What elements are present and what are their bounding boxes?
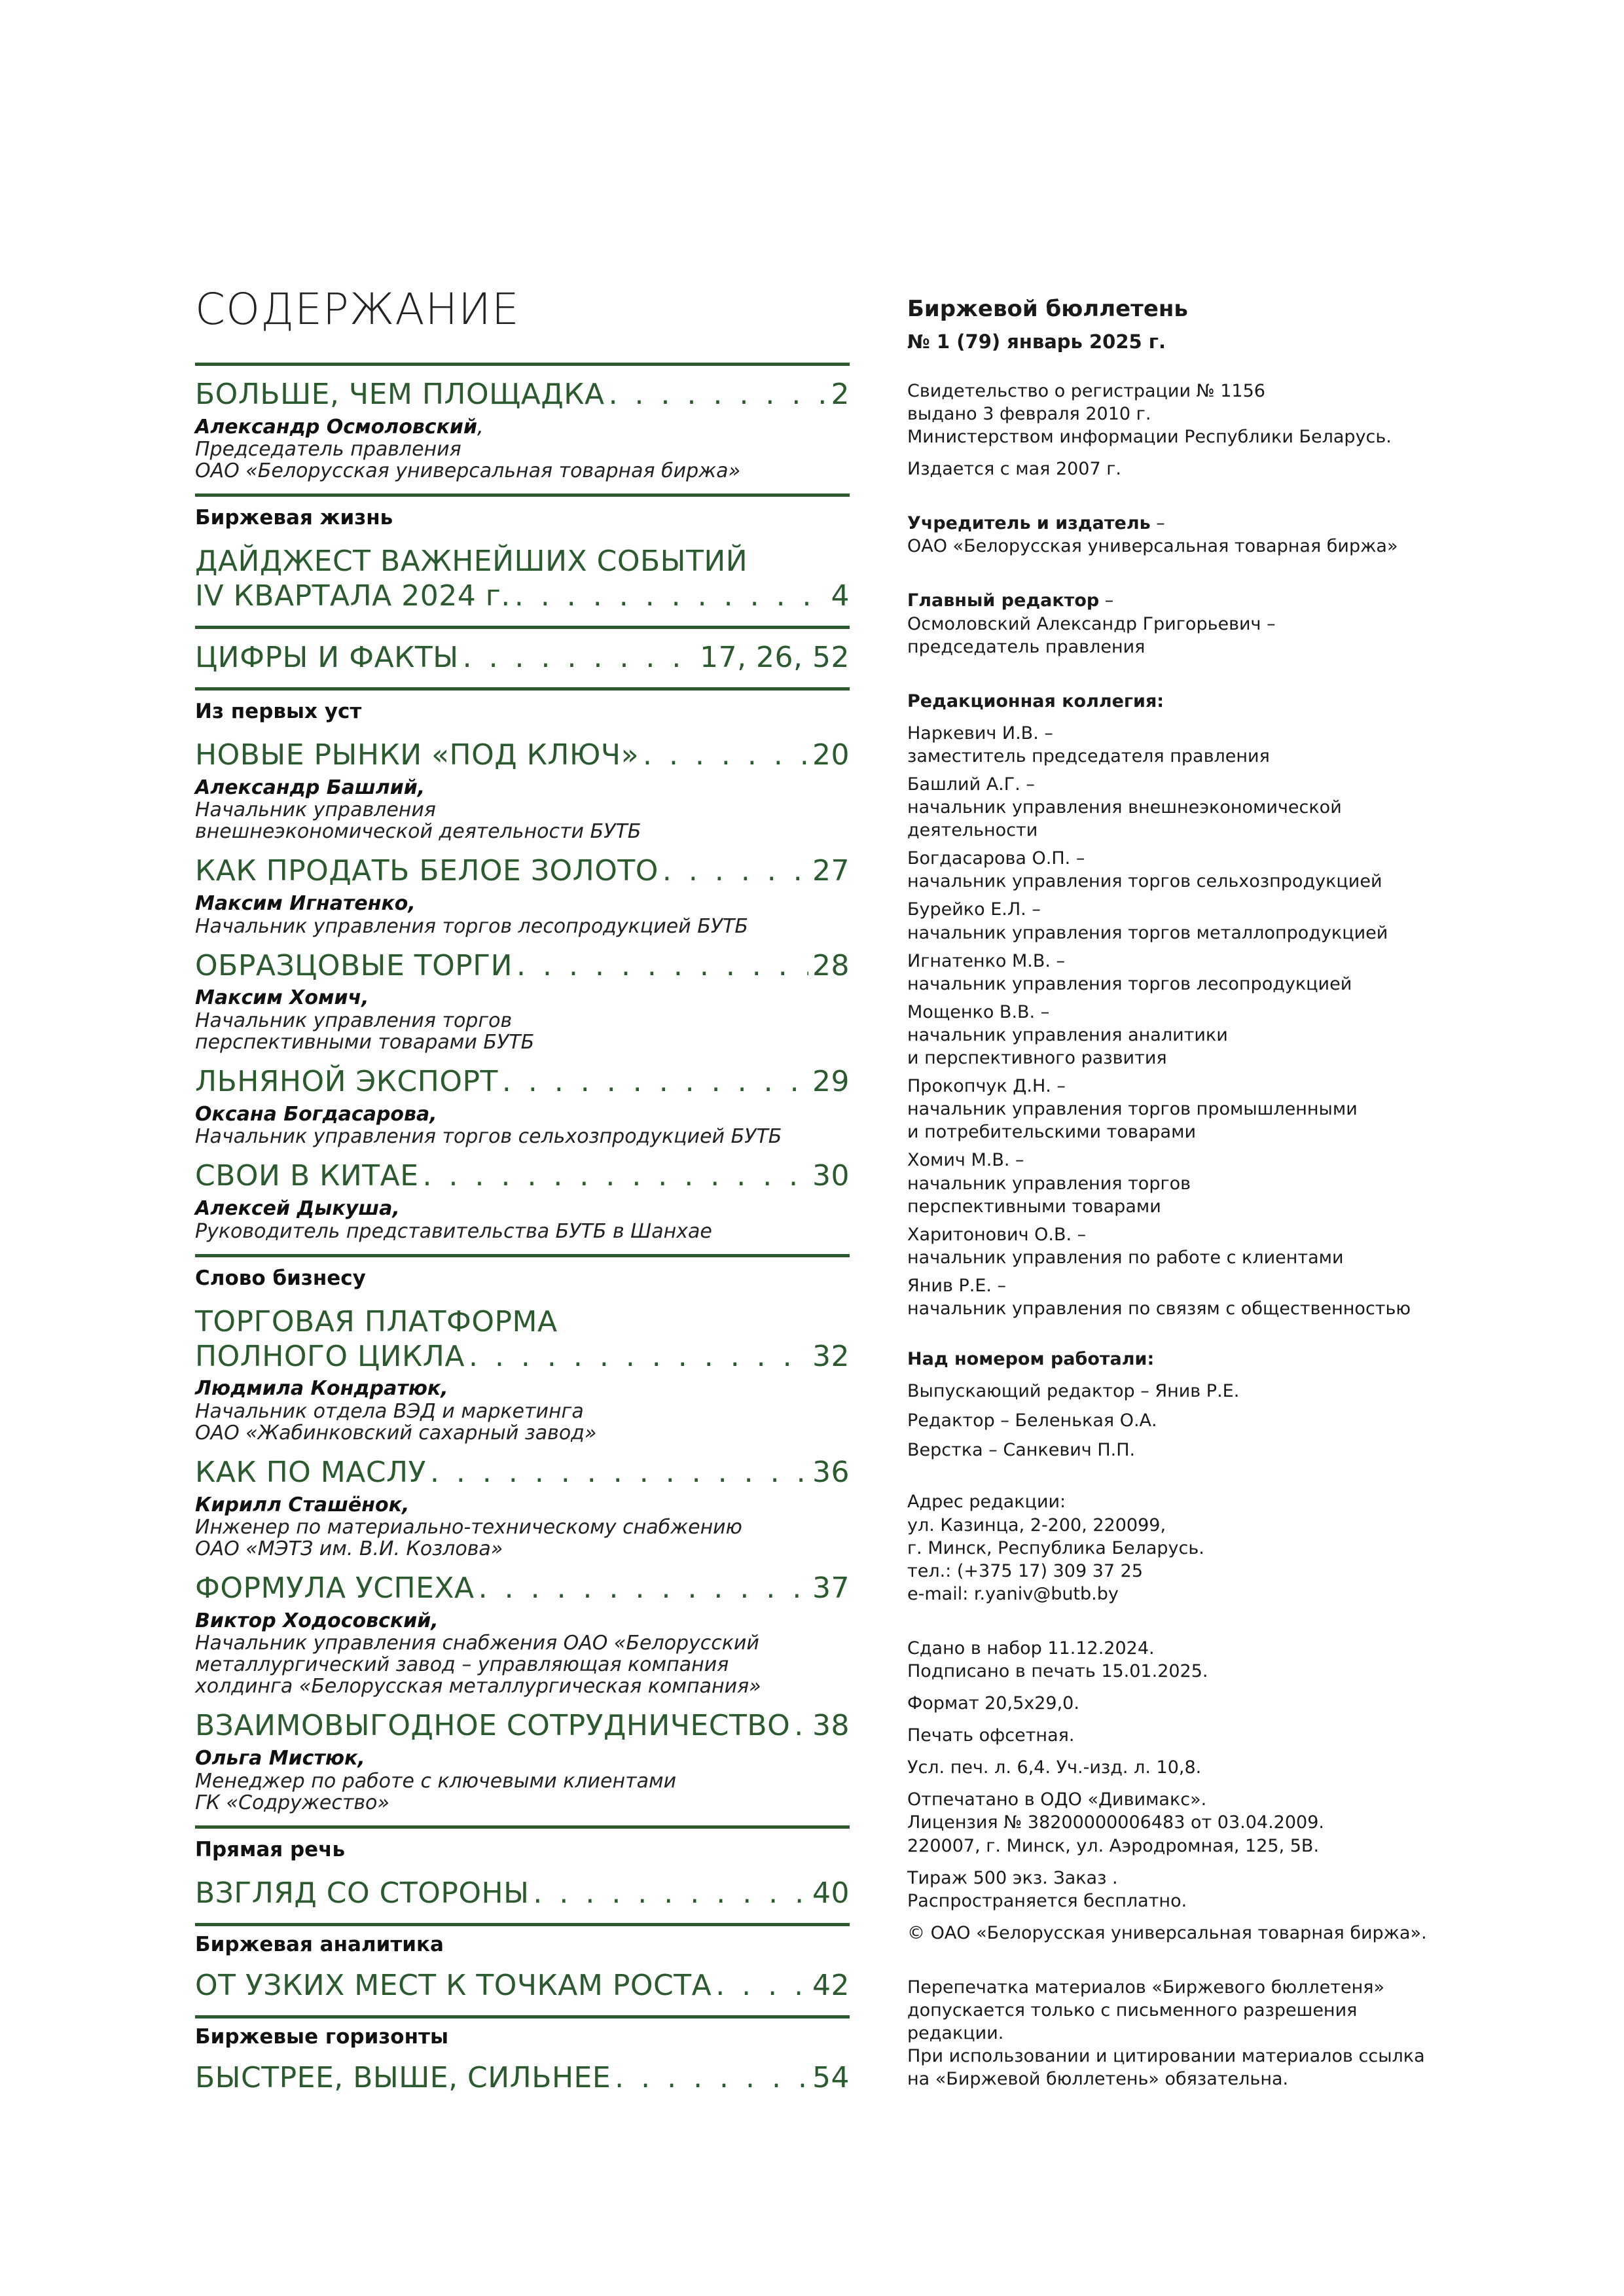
print-date-line: Подписано в печать 15.01.2025.: [907, 1661, 1208, 1681]
staff-line: Верстка – Санкевич П.П.: [907, 1440, 1136, 1461]
entry-title-row: [195, 854, 850, 889]
entry-title-row: [195, 579, 850, 614]
registration-info: [907, 380, 1431, 448]
page-number: 32: [812, 1339, 850, 1373]
imprint-column: [907, 295, 1431, 2100]
leader-dots: [609, 378, 827, 412]
staff-list: [907, 1380, 1431, 1462]
sheets-info: Усл. печ. л. 6,4. Уч.-изд. л. 10,8.: [907, 1757, 1202, 1778]
entry-title: ЛЬНЯНОЙ ЭКСПОРТ: [195, 1064, 498, 1098]
author-role-line: металлургический завод – управляющая компания: [195, 1653, 729, 1677]
page-number: 36: [812, 1455, 850, 1489]
author-role-line: Начальник управления торгов: [195, 1009, 513, 1032]
author-role-line: Начальник управления: [195, 798, 436, 822]
address-line: г. Минск, Республика Беларусь.: [907, 1537, 1204, 1558]
board-member-line: Прокопчук Д.Н. –: [907, 1076, 1066, 1097]
format-info: Формат 20,5х29,0.: [907, 1693, 1079, 1714]
toc-entry: [195, 545, 850, 614]
entry-title: СВОИ В КИТАЕ: [195, 1159, 419, 1193]
board-member-line: Харитонович О.В. –: [907, 1224, 1087, 1245]
table-of-contents: [195, 284, 850, 2108]
chief-editor-line: Осмоловский Александр Григорьевич –: [907, 613, 1276, 634]
founder-label: Учредитель и издатель: [907, 513, 1151, 534]
entry-title: ВЗАИМОВЫГОДНОЕ СОТРУДНИЧЕСТВО: [195, 1709, 791, 1743]
page-number: 42: [812, 1968, 850, 2002]
divider-rule: [195, 687, 850, 691]
board-member-line: начальник управления торгов: [907, 1173, 1191, 1194]
board-member-line: начальник управления торгов лесопродукцией: [907, 973, 1352, 994]
board-member-line: Янив Р.Е. –: [907, 1275, 1007, 1296]
author-name: [195, 987, 850, 1010]
board-member-line: Башлий А.Г. –: [907, 774, 1035, 795]
board-member-line: Бурейко Е.Л. –: [907, 899, 1041, 920]
author-role-line: Руководитель представительства БУТБ в Шанхае: [195, 1219, 712, 1243]
entry-title: БЫСТРЕЕ, ВЫШЕ, СИЛЬНЕЕ: [195, 2060, 611, 2094]
registration-line: Свидетельство о регистрации № 1156: [907, 380, 1265, 401]
toc-entry: [195, 1065, 850, 1147]
toc-entry: [195, 738, 850, 842]
board-member-line: деятельности: [907, 820, 1038, 841]
board-member: [907, 773, 1431, 842]
toc-entry: [195, 378, 850, 482]
entry-title-row: [195, 1571, 850, 1606]
author-role-line: Начальник управления торгов сельхозпродукцией БУТБ: [195, 1125, 782, 1149]
section-heading: Биржевые горизонты: [195, 2024, 449, 2049]
entry-title-row: [195, 2061, 850, 2096]
entry-title-line: ТОРГОВАЯ ПЛАТФОРМА: [195, 1304, 558, 1338]
board-member: [907, 1149, 1431, 1217]
printer-line: Лицензия № 38200000006483 от 03.04.2009.: [907, 1812, 1324, 1833]
entry-title: НОВЫЕ РЫНКИ «ПОД КЛЮЧ»: [195, 738, 640, 772]
board-member-line: начальник управления по работе с клиентами: [907, 1247, 1344, 1268]
board-member-line: заместитель председателя правления: [907, 745, 1270, 766]
offset-info: Печать офсетная.: [907, 1725, 1075, 1746]
board-member: [907, 1274, 1431, 1320]
toc-entry: [195, 2061, 850, 2096]
leader-dots: [715, 1969, 808, 2003]
toc-entry: [195, 1159, 850, 1242]
divider-rule: [195, 363, 850, 366]
board-member: [907, 1223, 1431, 1269]
author-role-line: ГК «Содружество»: [195, 1791, 389, 1814]
author-role-line: внешнеэкономической деятельности БУТБ: [195, 820, 641, 844]
page-number: 17, 26, 52: [700, 641, 850, 675]
entry-title-row: [195, 641, 850, 675]
reprint-line: Перепечатка материалов «Биржевого бюллетеня»: [907, 1977, 1384, 1998]
printer-info: [907, 1788, 1431, 1857]
board-label: Редакционная коллегия:: [907, 691, 1164, 711]
author-name-text: Максим Игнатенко,: [195, 892, 416, 916]
staff-line: Редактор – Беленькая О.А.: [907, 1410, 1157, 1431]
entry-title-line: ДАЙДЖЕСТ ВАЖНЕЙШИХ СОБЫТИЙ: [195, 545, 748, 579]
author-role-line: Инженер по материально-техническому снабжению: [195, 1516, 742, 1539]
toc-entry: [195, 949, 850, 1053]
entry-title-row: [195, 1709, 850, 1744]
toc-entry: [195, 1969, 850, 2003]
founder-name: ОАО «Белорусская универсальная товарная биржа»: [907, 536, 1398, 557]
registration-line: Министерством информации Республики Беларусь.: [907, 427, 1392, 448]
author-role-line: Начальник отдела ВЭД и маркетинга: [195, 1399, 584, 1423]
entry-title-row: [195, 1340, 850, 1374]
entry-title: ОБРАЗЦОВЫЕ ТОРГИ: [195, 948, 513, 982]
print-dates: [907, 1637, 1431, 1683]
reprint-line: При использовании и цитировании материалов ссылка: [907, 2046, 1425, 2067]
divider-rule: [195, 2015, 850, 2018]
toc-entry: [195, 641, 850, 675]
entry-title-row: [195, 1159, 850, 1194]
section-heading: Слово бизнесу: [195, 1266, 366, 1290]
board-member-line: начальник управления по связям с общественностью: [907, 1298, 1411, 1319]
page-number: 2: [831, 378, 850, 411]
page-number: 20: [812, 738, 850, 772]
board-member: [907, 950, 1431, 996]
author-name: [195, 1748, 850, 1770]
leader-dots: [533, 1876, 808, 1911]
page-number: 38: [812, 1709, 850, 1743]
leader-dots: [662, 854, 808, 889]
leader-dots: [423, 1159, 808, 1194]
leader-dots: [514, 579, 827, 614]
board-member: [907, 898, 1431, 944]
bulletin-title: Биржевой бюллетень: [907, 296, 1188, 322]
divider-rule: [195, 1923, 850, 1926]
author-name: [195, 893, 850, 916]
board-member-line: начальник управления торгов металлопродукцией: [907, 922, 1388, 943]
address-line: ул. Казинца, 2-200, 220099,: [907, 1515, 1166, 1535]
entry-title: ПОЛНОГО ЦИКЛА: [195, 1339, 465, 1373]
chief-editor-label: Главный редактор: [907, 590, 1100, 611]
author-name: [195, 777, 850, 800]
staff-label: Над номером работали:: [907, 1349, 1155, 1370]
printer-line: Отпечатано в ОДО «Дивимакс».: [907, 1789, 1207, 1810]
copyright: © ОАО «Белорусская универсальная товарная биржа».: [907, 1922, 1427, 1943]
chief-editor-line: председатель правления: [907, 636, 1146, 657]
section-heading: Из первых уст: [195, 699, 362, 723]
board-member-line: начальник управления аналитики: [907, 1024, 1228, 1045]
entry-title: ФОРМУЛА УСПЕХА: [195, 1571, 475, 1605]
entry-title-row: [195, 1969, 850, 2003]
author-role-line: Менеджер по работе с ключевыми клиентами: [195, 1769, 677, 1793]
reprint-notice: [907, 1976, 1431, 2090]
page-number: 54: [812, 2060, 850, 2094]
board-member-line: Игнатенко М.В. –: [907, 950, 1066, 971]
entry-title-row: [195, 1065, 850, 1100]
author-role-line: перспективными товарами БУТБ: [195, 1030, 535, 1054]
entry-title-row: [195, 738, 850, 773]
author-name: [195, 1378, 850, 1401]
author-name-text: Максим Хомич,: [195, 986, 369, 1010]
author-name: [195, 1494, 850, 1517]
entry-title: ЦИФРЫ И ФАКТЫ: [195, 641, 459, 675]
divider-rule: [195, 1254, 850, 1257]
board-member-line: перспективными товарами: [907, 1196, 1161, 1217]
entry-title: БОЛЬШЕ, ЧЕМ ПЛОЩАДКА: [195, 378, 605, 411]
board-member-line: начальник управления торгов промышленными: [907, 1099, 1358, 1120]
board-member-line: Богдасарова О.П. –: [907, 848, 1085, 869]
published-since: Издается с мая 2007 г.: [907, 459, 1122, 480]
leader-dots: [463, 641, 696, 675]
leader-dots: [478, 1571, 808, 1606]
page-number: 37: [812, 1571, 850, 1605]
author-role-line: ОАО «Белорусская универсальная товарная биржа»: [195, 459, 741, 483]
board-member-line: Хомич М.В. –: [907, 1150, 1024, 1171]
circulation-line: Распространяется бесплатно.: [907, 1890, 1187, 1911]
author-role-line: Председатель правления: [195, 438, 461, 461]
author-name: [195, 1610, 850, 1633]
editorial-board: [907, 722, 1431, 1320]
author-name-text: Оксана Богдасарова,: [195, 1102, 437, 1126]
section-heading: Биржевая аналитика: [195, 1932, 444, 1956]
board-member: [907, 1001, 1431, 1069]
entry-title: IV КВАРТАЛА 2024 г.: [195, 579, 511, 613]
author-name-text: Кирилл Сташёнок,: [195, 1493, 410, 1516]
issue-number: № 1 (79) январь 2025 г.: [907, 331, 1166, 353]
page-number: 40: [812, 1876, 850, 1910]
section-heading: Прямая речь: [195, 1837, 346, 1861]
section-heading: Биржевая жизнь: [195, 506, 393, 530]
founder-block: [907, 512, 1431, 558]
author-name-text: Александр Осмоловский: [195, 415, 477, 439]
author-name-text: Виктор Ходосовский,: [195, 1609, 439, 1632]
page-number: 28: [812, 948, 850, 982]
divider-rule: [195, 493, 850, 497]
page-number: 29: [812, 1064, 850, 1098]
board-member-line: начальник управления внешнеэкономической: [907, 797, 1342, 818]
reprint-line: на «Биржевой бюллетень» обязательна.: [907, 2069, 1289, 2090]
toc-entry: [195, 854, 850, 937]
author-name-text: Алексей Дыкуша,: [195, 1197, 400, 1221]
author-name-text: Александр Башлий,: [195, 776, 425, 799]
toc-entry: [195, 1571, 850, 1697]
board-member-line: и потребительскими товарами: [907, 1122, 1196, 1143]
board-member-line: Мощенко В.В. –: [907, 1001, 1050, 1022]
entry-title-row: [195, 1456, 850, 1490]
entry-title: КАК ПРОДАТЬ БЕЛОЕ ЗОЛОТО: [195, 854, 659, 888]
author-name: [195, 416, 850, 439]
toc-entry: [195, 1305, 850, 1444]
divider-rule: [195, 1825, 850, 1829]
entry-title: ОТ УЗКИХ МЕСТ К ТОЧКАМ РОСТА: [195, 1968, 712, 2002]
leader-dots: [615, 2061, 808, 2096]
contents-title: СОДЕРЖАНИЕ: [195, 284, 520, 334]
author-name: [195, 1198, 850, 1221]
author-role-line: Начальник управления торгов лесопродукцией БУТБ: [195, 914, 748, 938]
staff-line: Выпускающий редактор – Янив Р.Е.: [907, 1381, 1240, 1402]
print-date-line: Сдано в набор 11.12.2024.: [907, 1638, 1155, 1659]
toc-entry: [195, 1709, 850, 1813]
leader-dots: [643, 738, 808, 773]
editorial-address: [907, 1490, 1431, 1605]
board-member-line: начальник управления торгов сельхозпродукцией: [907, 871, 1382, 892]
leader-dots: [469, 1340, 808, 1374]
board-member-line: Наркевич И.В. –: [907, 723, 1053, 744]
registration-line: выдано 3 февраля 2010 г.: [907, 403, 1151, 424]
circulation-line: Тираж 500 экз. Заказ .: [907, 1867, 1118, 1888]
address-line: e-mail: r.yaniv@butb.by: [907, 1583, 1119, 1604]
entry-title-row: [195, 1876, 850, 1911]
toc-entry: [195, 1876, 850, 1911]
toc-body: [195, 363, 850, 2096]
chief-editor-block: [907, 589, 1431, 658]
board-member: [907, 1075, 1431, 1143]
printer-line: 220007, г. Минск, ул. Аэродромная, 125, 5В.: [907, 1835, 1320, 1856]
entry-title: ВЗГЛЯД СО СТОРОНЫ: [195, 1876, 530, 1910]
leader-dots: [502, 1065, 808, 1100]
entry-title: КАК ПО МАСЛУ: [195, 1455, 426, 1489]
chief-editor-dash: –: [1099, 590, 1114, 611]
author-role-line: ОАО «МЭТЗ им. В.И. Козлова»: [195, 1537, 503, 1561]
page-number: 30: [812, 1159, 850, 1193]
leader-dots: [430, 1456, 808, 1490]
circulation-info: [907, 1867, 1431, 1912]
page-number: 27: [812, 854, 850, 888]
divider-rule: [195, 626, 850, 629]
board-member: [907, 847, 1431, 893]
author-role-line: Начальник управления снабжения ОАО «Белорусский: [195, 1632, 759, 1655]
founder-dash: –: [1150, 513, 1165, 534]
address-line: тел.: (+375 17) 309 37 25: [907, 1560, 1144, 1581]
author-name-text: Людмила Кондратюк,: [195, 1377, 448, 1401]
entry-title-row: [195, 949, 850, 984]
author-role-line: холдинга «Белорусская металлургическая компания»: [195, 1675, 761, 1698]
author-suffix: ,: [477, 415, 484, 439]
board-member-line: и перспективного развития: [907, 1048, 1167, 1069]
author-name: [195, 1103, 850, 1126]
author-role-line: ОАО «Жабинковский сахарный завод»: [195, 1421, 597, 1444]
leader-dots: [516, 949, 808, 984]
reprint-line: допускается только с письменного разрешения редакции.: [907, 2000, 1358, 2044]
toc-entry: [195, 1456, 850, 1560]
page-number: 4: [831, 579, 850, 613]
address-line: Адрес редакции:: [907, 1492, 1066, 1513]
board-member: [907, 722, 1431, 768]
entry-title-row: [195, 378, 850, 412]
leader-dots: [794, 1709, 808, 1744]
author-name-text: Ольга Мистюк,: [195, 1747, 365, 1770]
